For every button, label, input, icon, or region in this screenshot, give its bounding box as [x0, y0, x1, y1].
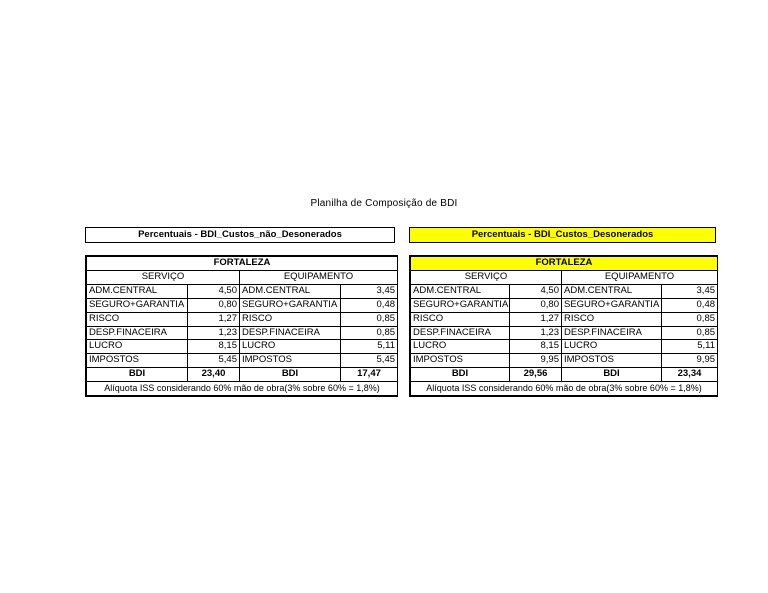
servico-value: 4,50: [510, 284, 562, 298]
left-section-header: Percentuais - BDI_Custos_não_Desonerados: [85, 227, 395, 243]
table-row: [411, 354, 718, 368]
table-row: [411, 312, 718, 326]
bdi-equipamento-value: 23,34: [662, 368, 718, 382]
equipamento-value: 5,11: [662, 340, 718, 354]
equipamento-value: 0,85: [341, 326, 398, 340]
bdi-equipamento-value: 17,47: [341, 368, 398, 382]
equipamento-label: IMPOSTOS: [240, 354, 341, 368]
table-row: [87, 354, 398, 368]
servico-value: 0,80: [188, 298, 240, 312]
table-row: [87, 340, 398, 354]
equipamento-label: DESP.FINACEIRA: [562, 326, 662, 340]
equipamento-label: RISCO: [562, 312, 662, 326]
city-header: FORTALEZA: [411, 257, 718, 271]
servico-value: 5,45: [188, 354, 240, 368]
equipamento-value: 0,85: [341, 312, 398, 326]
servico-label: IMPOSTOS: [411, 354, 510, 368]
iss-note: Alíquota ISS considerando 60% mão de obra(3% sobre 60% = 1,8%): [87, 382, 398, 396]
servico-label: DESP.FINACEIRA: [411, 326, 510, 340]
column-header-equipamento: EQUIPAMENTO: [240, 270, 398, 284]
equipamento-value: 3,45: [341, 284, 398, 298]
servico-label: ADM.CENTRAL: [411, 284, 510, 298]
servico-value: 9,95: [510, 354, 562, 368]
table-row: [411, 340, 718, 354]
equipamento-label: IMPOSTOS: [562, 354, 662, 368]
servico-label: DESP.FINACEIRA: [87, 326, 188, 340]
servico-label: SEGURO+GARANTIA: [411, 298, 510, 312]
servico-value: 1,27: [188, 312, 240, 326]
servico-value: 1,23: [510, 326, 562, 340]
equipamento-value: 0,48: [341, 298, 398, 312]
equipamento-value: 0,85: [662, 312, 718, 326]
equipamento-label: DESP.FINACEIRA: [240, 326, 341, 340]
table-row: [87, 284, 398, 298]
equipamento-value: 3,45: [662, 284, 718, 298]
servico-label: ADM.CENTRAL: [87, 284, 188, 298]
table-row: [87, 298, 398, 312]
table-row: [411, 284, 718, 298]
bdi-total-row: [87, 368, 398, 382]
servico-label: LUCRO: [411, 340, 510, 354]
bdi-table-desonerados: [409, 255, 718, 397]
bdi-table-nao-desonerados: [85, 255, 398, 397]
column-header-servico: SERVIÇO: [87, 270, 240, 284]
servico-value: 1,23: [188, 326, 240, 340]
equipamento-label: RISCO: [240, 312, 341, 326]
equipamento-value: 0,48: [662, 298, 718, 312]
page-title: Planilha de Composição de BDI: [310, 198, 458, 209]
table-row: [411, 326, 718, 340]
bdi-servico-value: 23,40: [188, 368, 240, 382]
servico-label: RISCO: [87, 312, 188, 326]
bdi-label: BDI: [87, 368, 188, 382]
iss-note: Alíquota ISS considerando 60% mão de obra(3% sobre 60% = 1,8%): [411, 382, 718, 396]
equipamento-label: ADM.CENTRAL: [240, 284, 341, 298]
table-row: [87, 326, 398, 340]
servico-label: RISCO: [411, 312, 510, 326]
servico-label: SEGURO+GARANTIA: [87, 298, 188, 312]
column-header-servico: SERVIÇO: [411, 270, 562, 284]
bdi-label: BDI: [411, 368, 510, 382]
table-row: [411, 298, 718, 312]
city-header: FORTALEZA: [87, 257, 398, 271]
equipamento-value: 9,95: [662, 354, 718, 368]
column-header-equipamento: EQUIPAMENTO: [562, 270, 718, 284]
equipamento-value: 5,45: [341, 354, 398, 368]
equipamento-value: 5,11: [341, 340, 398, 354]
equipamento-label: ADM.CENTRAL: [562, 284, 662, 298]
servico-label: LUCRO: [87, 340, 188, 354]
bdi-total-row: [411, 368, 718, 382]
table-row: [87, 312, 398, 326]
servico-value: 4,50: [188, 284, 240, 298]
equipamento-label: LUCRO: [562, 340, 662, 354]
right-section-header: Percentuais - BDI_Custos_Desonerados: [409, 227, 716, 243]
servico-label: IMPOSTOS: [87, 354, 188, 368]
equipamento-value: 0,85: [662, 326, 718, 340]
bdi-servico-value: 29,56: [510, 368, 562, 382]
servico-value: 1,27: [510, 312, 562, 326]
servico-value: 8,15: [188, 340, 240, 354]
equipamento-label: SEGURO+GARANTIA: [562, 298, 662, 312]
bdi-label: BDI: [240, 368, 341, 382]
equipamento-label: SEGURO+GARANTIA: [240, 298, 341, 312]
bdi-label: BDI: [562, 368, 662, 382]
servico-value: 8,15: [510, 340, 562, 354]
servico-value: 0,80: [510, 298, 562, 312]
equipamento-label: LUCRO: [240, 340, 341, 354]
